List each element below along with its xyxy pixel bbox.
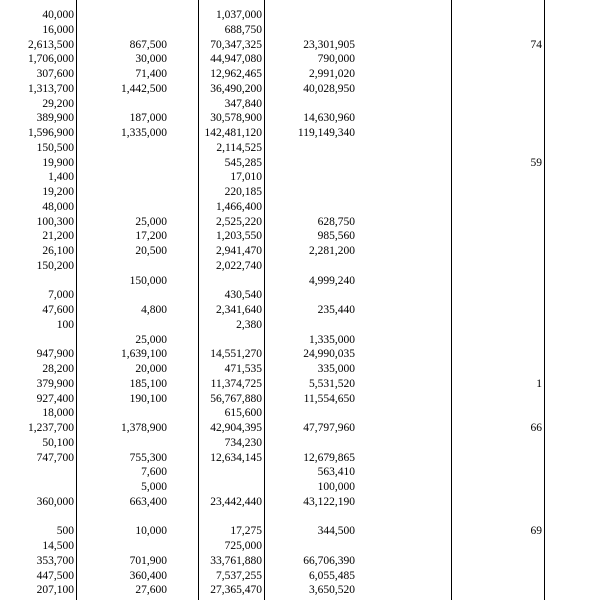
table-row	[0, 8, 600, 23]
table-cell: 663,400	[129, 495, 167, 508]
table-cell: 1,706,000	[28, 53, 74, 66]
table-row	[0, 170, 600, 185]
table-cell: 220,185	[224, 186, 262, 198]
table-cell: 100,000	[317, 481, 355, 493]
table-cell: 307,600	[36, 68, 74, 80]
table-cell: 347,840	[224, 97, 262, 110]
table-cell: 4,999,240	[309, 274, 355, 287]
table-cell: 2,341,640	[216, 304, 262, 316]
table-row	[0, 451, 600, 466]
table-cell: 12,962,465	[210, 68, 262, 80]
table-cell: 1,442,500	[121, 82, 167, 95]
table-cell: 14,551,270	[210, 348, 262, 361]
table-cell: 18,000	[42, 407, 74, 420]
table-cell: 119,149,340	[297, 127, 355, 139]
table-row	[0, 215, 600, 230]
table-row	[0, 52, 600, 67]
table-cell: 7,537,255	[216, 569, 262, 582]
table-row	[0, 126, 600, 141]
table-cell: 7,000	[48, 289, 74, 302]
table-cell: 17,010	[230, 171, 262, 184]
table-row	[0, 97, 600, 112]
table-cell: 2,525,220	[216, 215, 262, 228]
table-cell: 2,613,500	[28, 38, 74, 51]
table-cell: 17,275	[230, 525, 262, 538]
table-cell: 21,200	[42, 230, 74, 243]
table-cell: 389,900	[36, 112, 74, 125]
table-row	[0, 82, 600, 97]
table-cell: 985,560	[317, 230, 355, 243]
table-cell: 28,200	[42, 363, 74, 375]
table-row	[0, 362, 600, 377]
table-cell: 790,000	[317, 53, 355, 66]
table-cell: 725,000	[224, 540, 262, 552]
table-row	[0, 259, 600, 274]
table-cell: 11,374,725	[210, 377, 262, 390]
table-cell: 150,200	[36, 259, 74, 272]
table-cell: 142,481,120	[204, 127, 262, 139]
table-cell: 2,941,470	[216, 245, 262, 257]
table-cell: 23,442,440	[210, 495, 262, 508]
table-cell: 11,554,650	[303, 392, 355, 405]
table-cell: 2,380	[236, 318, 262, 331]
table-cell: 471,535	[224, 363, 262, 375]
table-cell: 379,900	[36, 377, 74, 390]
table-cell: 66	[530, 422, 542, 434]
table-cell: 2,281,200	[309, 245, 355, 257]
table-cell: 447,500	[36, 569, 74, 582]
table-cell: 20,000	[135, 363, 167, 375]
table-row	[0, 38, 600, 53]
table-cell: 70,347,325	[210, 38, 262, 51]
table-cell: 1	[536, 377, 542, 390]
table-cell: 2,114,525	[216, 141, 262, 154]
table-cell: 701,900	[129, 554, 167, 567]
table-cell: 12,634,145	[210, 451, 262, 464]
table-row	[0, 23, 600, 38]
table-row	[0, 111, 600, 126]
table-row	[0, 495, 600, 510]
table-cell: 59	[530, 156, 542, 169]
table-cell: 50,100	[42, 436, 74, 449]
table-cell: 1,237,700	[28, 422, 74, 434]
table-cell: 207,100	[36, 584, 74, 597]
table-row	[0, 200, 600, 215]
table-cell: 187,000	[129, 112, 167, 125]
table-cell: 30,578,900	[210, 112, 262, 125]
table-cell: 1,400	[48, 171, 74, 184]
table-row	[0, 347, 600, 362]
table-cell: 1,335,000	[309, 333, 355, 346]
table-cell: 44,947,080	[210, 53, 262, 66]
table-cell: 20,500	[135, 245, 167, 257]
table-cell: 6,055,485	[309, 569, 355, 582]
table-cell: 19,200	[42, 186, 74, 198]
table-cell: 5,531,520	[309, 377, 355, 390]
table-row	[0, 510, 600, 525]
table-cell: 47,600	[42, 304, 74, 316]
table-cell: 24,990,035	[303, 348, 355, 361]
table-cell: 1,335,000	[121, 127, 167, 139]
table-cell: 100	[56, 318, 74, 331]
table-row	[0, 288, 600, 303]
table-cell: 615,600	[224, 407, 262, 420]
table-cell: 30,000	[135, 53, 167, 66]
table-cell: 1,378,900	[121, 422, 167, 434]
table-cell: 360,400	[129, 569, 167, 582]
table-row	[0, 185, 600, 200]
table-row	[0, 244, 600, 259]
table-row	[0, 583, 600, 598]
table-cell: 867,500	[129, 38, 167, 51]
table-cell: 2,991,020	[309, 68, 355, 80]
table-cell: 1,466,400	[216, 200, 262, 213]
table-cell: 19,900	[42, 156, 74, 169]
table-cell: 747,700	[36, 451, 74, 464]
table-cell: 29,200	[42, 97, 74, 110]
table-cell: 235,440	[317, 304, 355, 316]
table-cell: 14,500	[42, 540, 74, 552]
table-cell: 56,767,880	[210, 392, 262, 405]
table-cell: 25,000	[135, 333, 167, 346]
table-cell: 1,037,000	[216, 9, 262, 21]
table-cell: 947,900	[36, 348, 74, 361]
table-row	[0, 569, 600, 584]
table-cell: 40,028,950	[303, 82, 355, 95]
table-cell: 12,679,865	[303, 451, 355, 464]
table-cell: 344,500	[317, 525, 355, 538]
table-cell: 2,022,740	[216, 259, 262, 272]
table-cell: 563,410	[317, 466, 355, 479]
table-cell: 16,000	[42, 23, 74, 36]
table-cell: 33,761,880	[210, 554, 262, 567]
table-row	[0, 436, 600, 451]
table-row	[0, 141, 600, 156]
table-cell: 26,100	[42, 245, 74, 257]
table-cell: 42,904,395	[210, 422, 262, 434]
table-row	[0, 274, 600, 289]
table-cell: 1,596,900	[28, 127, 74, 139]
table-cell: 545,285	[224, 156, 262, 169]
table-cell: 27,600	[135, 584, 167, 597]
table-row	[0, 392, 600, 407]
table-cell: 360,000	[36, 495, 74, 508]
table-cell: 48,000	[42, 200, 74, 213]
table-cell: 17,200	[135, 230, 167, 243]
table-cell: 335,000	[317, 363, 355, 375]
table-row	[0, 480, 600, 495]
table-cell: 150,500	[36, 141, 74, 154]
table-row	[0, 421, 600, 436]
table-cell: 4,800	[141, 304, 167, 316]
table-cell: 150,000	[129, 274, 167, 287]
table-cell: 100,300	[36, 215, 74, 228]
table-cell: 190,100	[129, 392, 167, 405]
table-cell: 430,540	[224, 289, 262, 302]
table-cell: 7,600	[141, 466, 167, 479]
table-row	[0, 229, 600, 244]
table-cell: 71,400	[135, 68, 167, 80]
table-cell: 500	[56, 525, 74, 538]
table-cell: 755,300	[129, 451, 167, 464]
table-row	[0, 333, 600, 348]
table-row	[0, 406, 600, 421]
table-cell: 10,000	[135, 525, 167, 538]
table-cell: 1,639,100	[121, 348, 167, 361]
table-cell: 927,400	[36, 392, 74, 405]
table-row	[0, 318, 600, 333]
table-cell: 27,365,470	[210, 584, 262, 597]
table-cell: 185,100	[129, 377, 167, 390]
table-cell: 734,230	[224, 436, 262, 449]
table-row	[0, 303, 600, 318]
table-cell: 1,313,700	[28, 82, 74, 95]
table-cell: 74	[530, 38, 542, 51]
table-cell: 23,301,905	[303, 38, 355, 51]
table-row	[0, 465, 600, 480]
table-row	[0, 67, 600, 82]
table-row	[0, 539, 600, 554]
table-cell: 5,000	[141, 481, 167, 493]
table-cell: 69	[530, 525, 542, 538]
table-cell: 688,750	[224, 23, 262, 36]
table-cell: 36,490,200	[210, 82, 262, 95]
table-cell: 353,700	[36, 554, 74, 567]
table-cell: 628,750	[317, 215, 355, 228]
table-row	[0, 156, 600, 171]
table-row	[0, 377, 600, 392]
table-cell: 40,000	[42, 9, 74, 21]
table-row	[0, 524, 600, 539]
table-cell: 66,706,390	[303, 554, 355, 567]
table-cell: 25,000	[135, 215, 167, 228]
table-cell: 43,122,190	[303, 495, 355, 508]
table-cell: 47,797,960	[303, 422, 355, 434]
table-cell: 14,630,960	[303, 112, 355, 125]
table-cell: 1,203,550	[216, 230, 262, 243]
table-cell: 3,650,520	[309, 584, 355, 597]
table-row	[0, 554, 600, 569]
